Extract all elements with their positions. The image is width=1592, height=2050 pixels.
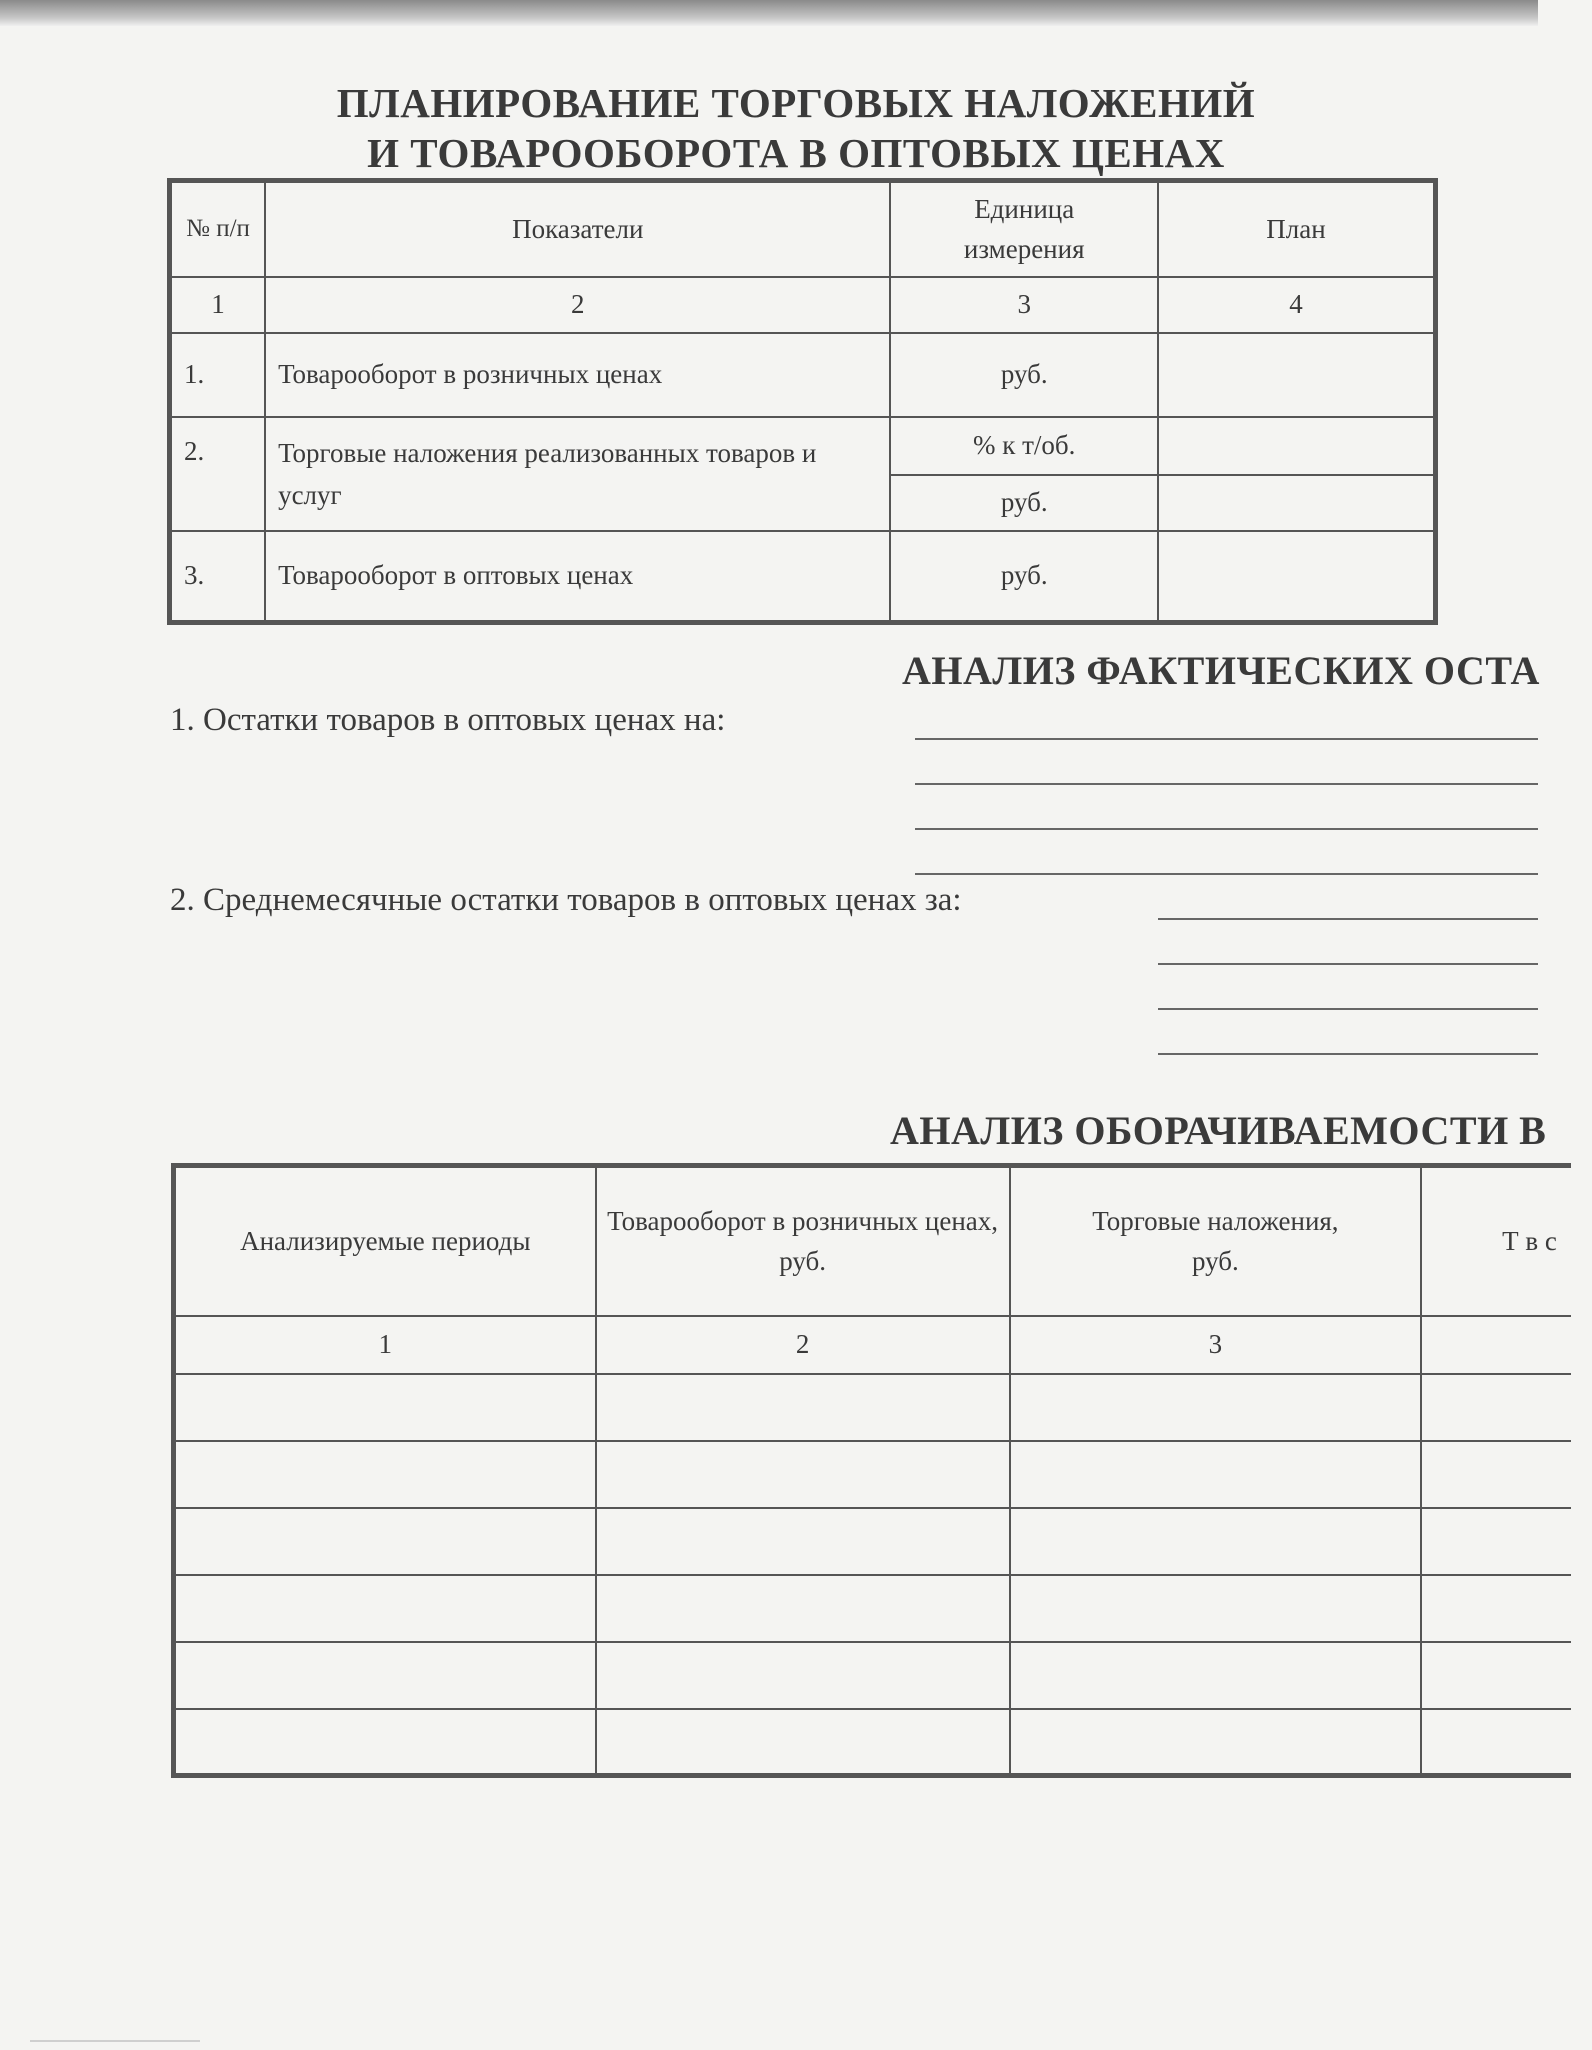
row1-unit: руб. [890,333,1158,417]
section1-title-line1: ПЛАНИРОВАНИЕ ТОРГОВЫХ НАЛОЖЕНИЙ [336,80,1256,126]
row1-num: 1. [170,333,266,417]
table-row [174,1709,1572,1776]
turnover-table [171,1163,1571,1778]
table-row [174,1508,1572,1575]
colnum-3: 3 [1010,1316,1422,1374]
colnum-2: 2 [265,277,890,333]
row3-unit: руб. [890,531,1158,623]
colnum-1: 1 [170,277,266,333]
scan-bottom-mark [30,2040,200,2042]
header-indicator: Показатели [265,181,890,277]
table-row [174,1441,1572,1508]
header-plan: План [1158,181,1436,277]
remainders-label: 1. Остатки товаров в оптовых ценах на: [170,702,726,738]
header-periods: Анализируемые периоды [174,1166,596,1316]
turnover-colnum-row [174,1316,1572,1374]
row2-indicator: Торговые наложения реализованных товаров и услуг [265,417,890,531]
row3-indicator: Товарооборот в оптовых ценах [265,531,890,623]
row2-unit-rub: руб. [890,475,1158,531]
section3-title: АНАЛИЗ ОБОРАЧИВАЕМОСТИ В [890,1108,1547,1153]
colnum-4: 4 [1158,277,1436,333]
row3-num: 3. [170,531,266,623]
table-row [174,1575,1572,1642]
colnum-4 [1421,1316,1571,1374]
section1-title-line2: И ТОВАРООБОРОТА В ОПТОВЫХ ЦЕНАХ [367,130,1225,176]
turnover-header-row [174,1166,1572,1316]
header-retail-turnover: Товарооборот в розничных ценах, руб. [596,1166,1010,1316]
section2-title: АНАЛИЗ ФАКТИЧЕСКИХ ОСТА [902,648,1540,693]
colnum-1: 1 [174,1316,596,1374]
header-unit: Единица измерения [890,181,1158,277]
average-remainders-label: 2. Среднемесячные остатки товаров в оптовых ценах за: [170,882,962,918]
header-cut-off: Т в с [1421,1166,1571,1316]
header-num: № п/п [170,181,266,277]
row2-num: 2. [170,417,266,531]
colnum-2: 2 [596,1316,1010,1374]
row2-unit-percent: % к т/об. [890,417,1158,475]
colnum-3: 3 [890,277,1158,333]
row1-indicator: Товарооборот в розничных ценах [265,333,890,417]
header-trade-markups: Торговые наложения, руб. [1010,1166,1422,1316]
table-row [174,1374,1572,1441]
table-row [174,1642,1572,1709]
